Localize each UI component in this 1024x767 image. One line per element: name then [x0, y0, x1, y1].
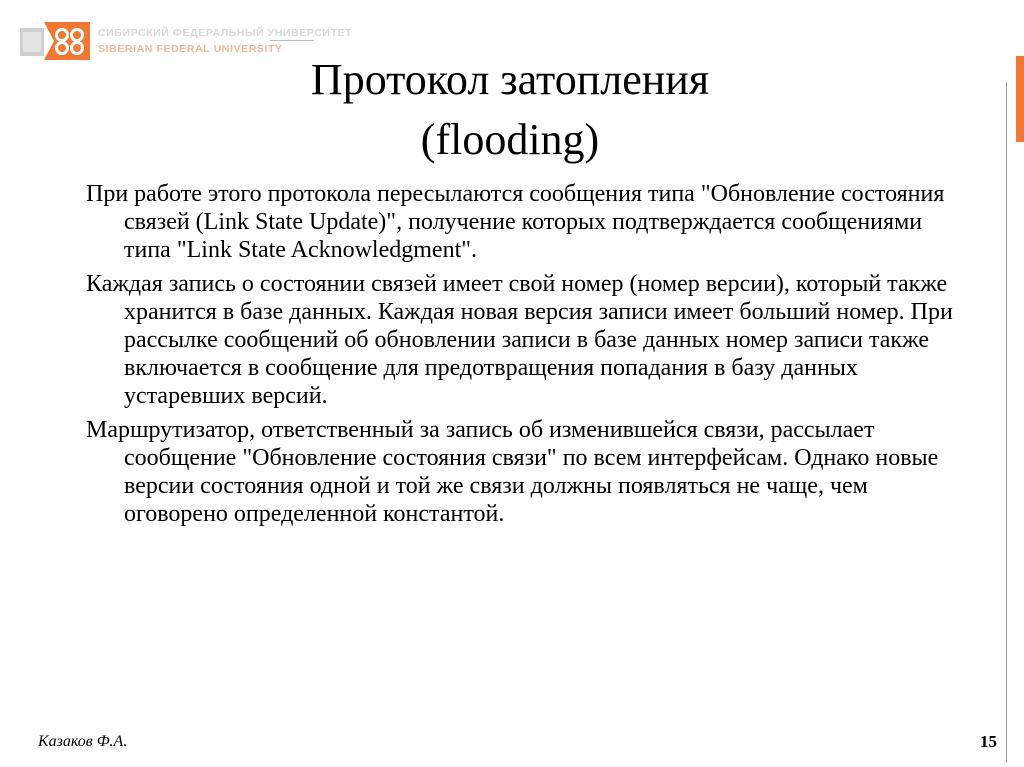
right-accent-bar [1016, 56, 1024, 142]
university-name-ru: СИБИРСКИЙ ФЕДЕРАЛЬНЫЙ УНИВЕРСИТЕТ [98, 27, 353, 39]
slide-title-line-1: Протокол затопления [310, 55, 710, 104]
paragraph-link-state-update: При работе этого протокола пересылаются сообщения типа "Обновление состояния связей (Link State Update)", получение которых подтверждается сообщениями типа "Link State Acknowledgment". [86, 181, 945, 263]
university-logo [20, 22, 90, 60]
page-number: 15 [980, 732, 997, 751]
paragraph-router-broadcast: Маршрутизатор, ответственный за запись об изменившейся связи, рассылает сообщение "Обновление состояния связи" по всем интерфейсам. Однако новые версии состояния одной и той же связи должны появляться не чаще, чем оговорено определенной константой. [86, 417, 939, 527]
slide-title-line-2: (flooding) [420, 115, 600, 164]
header-divider [270, 40, 314, 41]
right-vertical-divider [1006, 82, 1007, 763]
paragraph-record-version-number: Каждая запись о состоянии связей имеет свой номер (номер версии), который также хранится в базе данных. Каждая новая версия записи имеет больший номер. При рассылке сообщений об обновлении записи в базе данных номер записи также включается в сообщение для предотвращения попадания в базу данных устаревших версий. [86, 271, 953, 409]
slide-body [86, 180, 966, 534]
slide-title [100, 50, 920, 170]
university-name-en: SIBERIAN FEDERAL UNIVERSITY [98, 43, 283, 55]
footer-author: Казаков Ф.А. [38, 733, 128, 750]
